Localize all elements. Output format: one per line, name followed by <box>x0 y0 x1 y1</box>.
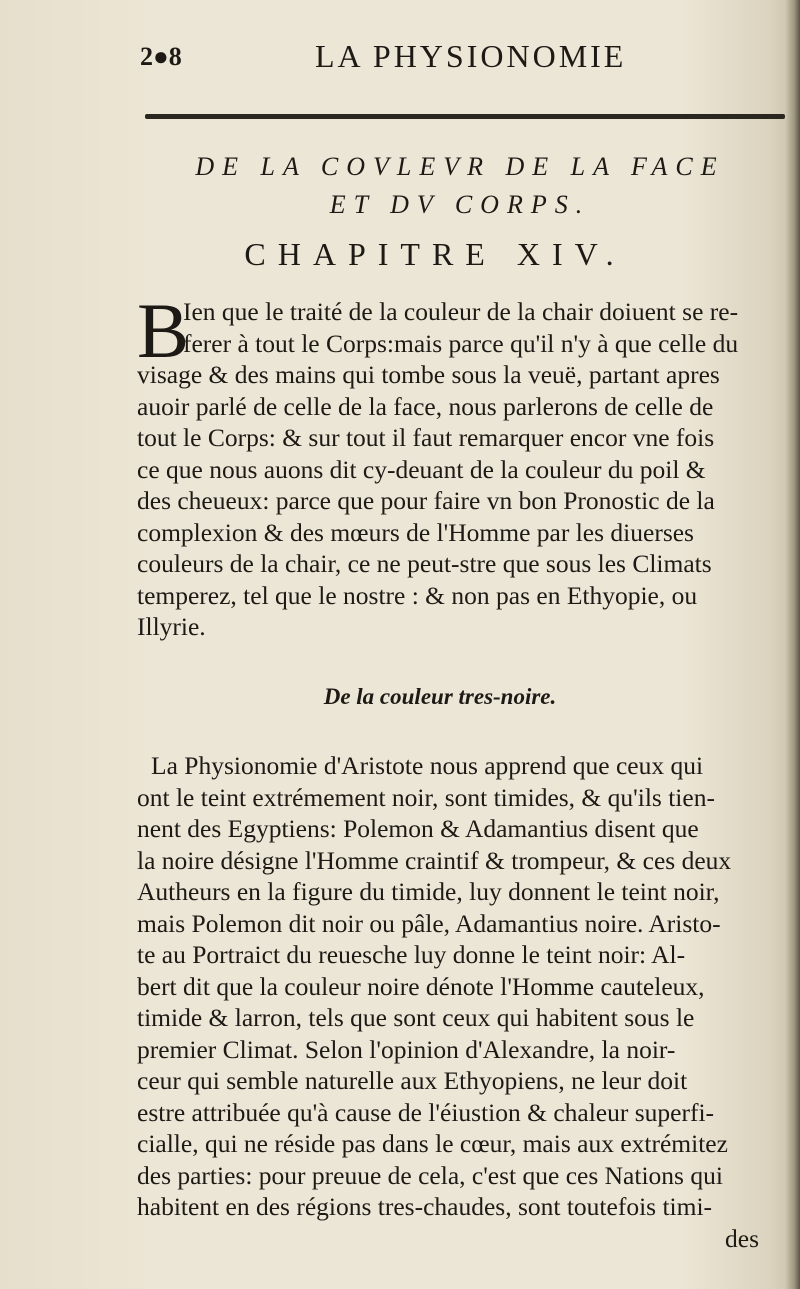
text-line: des parties: pour preuue de cela, c'est que ces Nations qui <box>137 1160 723 1190</box>
text-line: temperez, tel que le nostre : & non pas en Ethyopie, ou <box>137 580 698 610</box>
text-line: bert dit que la couleur noire dénote l'Homme cauteleux, <box>137 971 705 1001</box>
text-line: mais Polemon dit noir ou pâle, Adamantius noire. Aristo- <box>137 908 721 938</box>
text-line: ce que nous auons dit cy-deuant de la couleur du poil & <box>137 454 706 484</box>
text-line: auoir parlé de celle de la face, nous parlerons de celle de <box>137 391 714 421</box>
text-line: tout le Corps: & sur tout il faut remarquer encor vne fois <box>137 423 715 452</box>
paragraph-1 <box>137 287 797 643</box>
text-line: nent des Egyptiens: Polemon & Adamantius disent que <box>137 814 699 843</box>
catchword: des <box>725 1223 759 1253</box>
drop-cap: B <box>137 287 190 374</box>
paragraph-2 <box>137 750 797 1254</box>
text-line: ont le teint extrémement noir, sont timides, & qu'ils tien- <box>137 782 715 812</box>
running-title: LA PHYSIONOMIE <box>315 38 627 74</box>
page-number: 2●8 <box>140 42 182 71</box>
text-line: estre attribuée qu'à cause de l'éiustion & chaleur superfi- <box>137 1097 715 1127</box>
text-line: habitent en des régions tres-chaudes, sont toutefois timi- <box>137 1192 713 1221</box>
chapter-number: CHAPITRE XIV. <box>244 236 626 272</box>
text-line: la noire désigne l'Homme craintif & trompeur, & ces deux <box>137 845 732 875</box>
text-line: des cheueux: parce que pour faire vn bon Pronostic de la <box>137 486 715 515</box>
text-line: premier Climat. Selon l'opinion d'Alexandre, la noir- <box>137 1034 676 1064</box>
text-line: Ien que le traité de la couleur de la chair doiuent se re- <box>183 297 739 326</box>
chapter-title <box>130 148 790 224</box>
page-header <box>140 38 700 78</box>
header-rule <box>145 114 785 119</box>
section-subheading: De la couleur tres-noire. <box>323 684 557 709</box>
text-line: ceur qui semble naturelle aux Ethyopiens, ne leur doit <box>137 1066 688 1095</box>
text-line: cialle, qui ne réside pas dans le cœur, mais aux extrémitez <box>137 1129 728 1158</box>
text-line: timide & larron, tels que sont ceux qui habitent sous le <box>137 1003 695 1032</box>
chapter-title-line-1: DE LA COVLEVR DE LA FACE <box>195 152 725 181</box>
text-line: visage & des mains qui tombe sous la veuë, partant apres <box>137 360 720 389</box>
text-line: La Physionomie d'Aristote nous apprend que ceux qui <box>151 751 704 780</box>
text-line: Autheurs en la figure du timide, luy donnent le teint noir, <box>137 877 720 906</box>
text-line: te au Portraict du reuesche luy donne le teint noir: Al- <box>137 940 686 969</box>
text-line: Illyrie. <box>137 612 206 641</box>
text-line: complexion & des mœurs de l'Homme par les diuerses <box>137 517 694 547</box>
chapter-title-line-2: ET DV CORPS. <box>329 190 591 219</box>
text-line: couleurs de la chair, ce ne peut-stre que sous les Climats <box>137 549 712 578</box>
text-line: ferer à tout le Corps:mais parce qu'il n'y à que celle du <box>183 328 739 358</box>
